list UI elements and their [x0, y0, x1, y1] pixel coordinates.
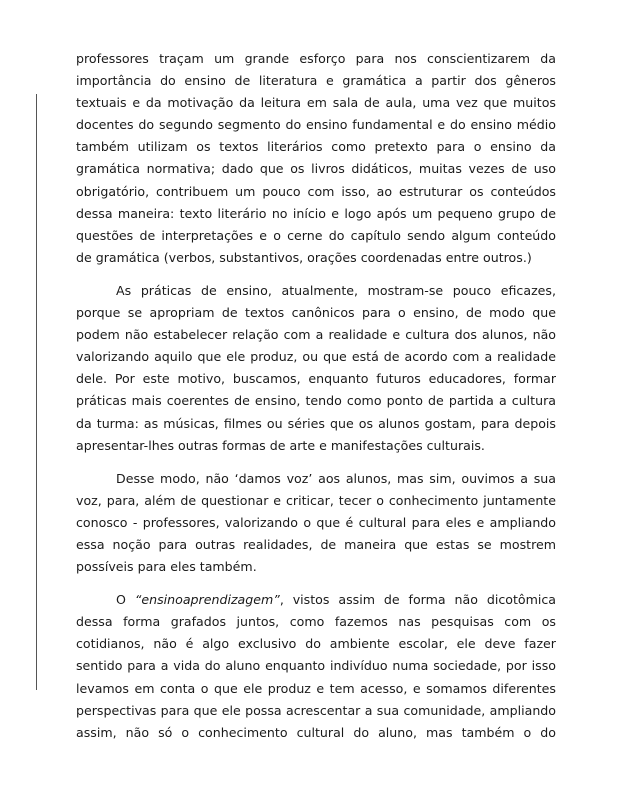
- body-text: [76, 48, 556, 744]
- text-line: valorizando aquilo que ele produz, ou que está de acordo com a realidade: [76, 349, 556, 365]
- text-line: voz, para, além de questionar e criticar, tecer o conhecimento juntamente: [76, 492, 556, 508]
- text-line: essa noção para outras realidades, de maneira que estas se mostrem: [76, 536, 556, 552]
- paragraph-2: [76, 280, 556, 457]
- text-line: possíveis para eles também.: [76, 559, 257, 575]
- text-line: perspectivas para que ele possa acrescentar a sua comunidade, ampliando: [76, 702, 556, 718]
- margin-change-bar: [36, 94, 37, 690]
- text-run: , vistos assim de forma não dicotômica: [279, 592, 556, 608]
- text-line: levamos em conta o que ele produz e tem acesso, e somamos diferentes: [76, 680, 556, 696]
- text-line: docentes do segundo segmento do ensino fundamental e do ensino médio: [76, 117, 556, 133]
- paragraph-1: [76, 48, 556, 269]
- text-run: O: [116, 592, 135, 608]
- text-line: apresentar-lhes outras formas de arte e manifestações culturais.: [76, 437, 485, 453]
- text-line: práticas mais coerentes de ensino, tendo como ponto de partida a cultura: [76, 393, 556, 409]
- text-line: cotidianos, não é algo exclusivo do ambiente escolar, ele deve fazer: [76, 636, 556, 652]
- text-line: importância do ensino de literatura e gramática a partir dos gêneros: [76, 73, 556, 89]
- text-line: dessa forma grafados juntos, como fazemos nas pesquisas com os: [76, 614, 556, 630]
- text-line: Desse modo, não ‘damos voz’ aos alunos, mas sim, ouvimos a sua: [116, 470, 556, 486]
- text-line: dele. Por este motivo, buscamos, enquanto futuros educadores, formar: [76, 371, 556, 387]
- text-line: As práticas de ensino, atualmente, mostram-se pouco eficazes,: [116, 282, 556, 298]
- text-line: dessa maneira: texto literário no início e logo após um pequeno grupo de: [76, 205, 556, 221]
- paragraph-4: [76, 589, 556, 744]
- text-line: da turma: as músicas, filmes ou séries que os alunos gostam, para depois: [76, 415, 556, 431]
- text-line: assim, não só o conhecimento cultural do aluno, mas também o do: [76, 724, 556, 740]
- text-line: conosco - professores, valorizando o que é cultural para eles e ampliando: [76, 514, 556, 530]
- text-line: podem não estabelecer relação com a realidade e cultura dos alunos, não: [76, 327, 556, 343]
- text-line: de gramática (verbos, substantivos, orações coordenadas entre outros.): [76, 249, 532, 265]
- paragraph-3: [76, 468, 556, 578]
- text-line: textuais e da motivação da leitura em sala de aula, uma vez que muitos: [76, 95, 556, 111]
- text-line: porque se apropriam de textos canônicos para o ensino, de modo que: [76, 305, 556, 321]
- text-line: [76, 589, 556, 611]
- text-line: questões de interpretações e o cerne do capítulo sendo algum conteúdo: [76, 227, 556, 243]
- text-line: sentido para a vida do aluno enquanto indivíduo numa sociedade, por isso: [76, 658, 556, 674]
- text-line: também utilizam os textos literários como pretexto para o ensino da: [76, 139, 556, 155]
- text-line: gramática normativa; dado que os livros didáticos, muitas vezes de uso: [76, 161, 556, 177]
- italic-term: “ensinoaprendizagem”: [134, 592, 280, 608]
- text-line: professores traçam um grande esforço para nos conscientizarem da: [76, 51, 556, 66]
- text-line: obrigatório, contribuem um pouco com isso, ao estruturar os conteúdos: [76, 183, 556, 199]
